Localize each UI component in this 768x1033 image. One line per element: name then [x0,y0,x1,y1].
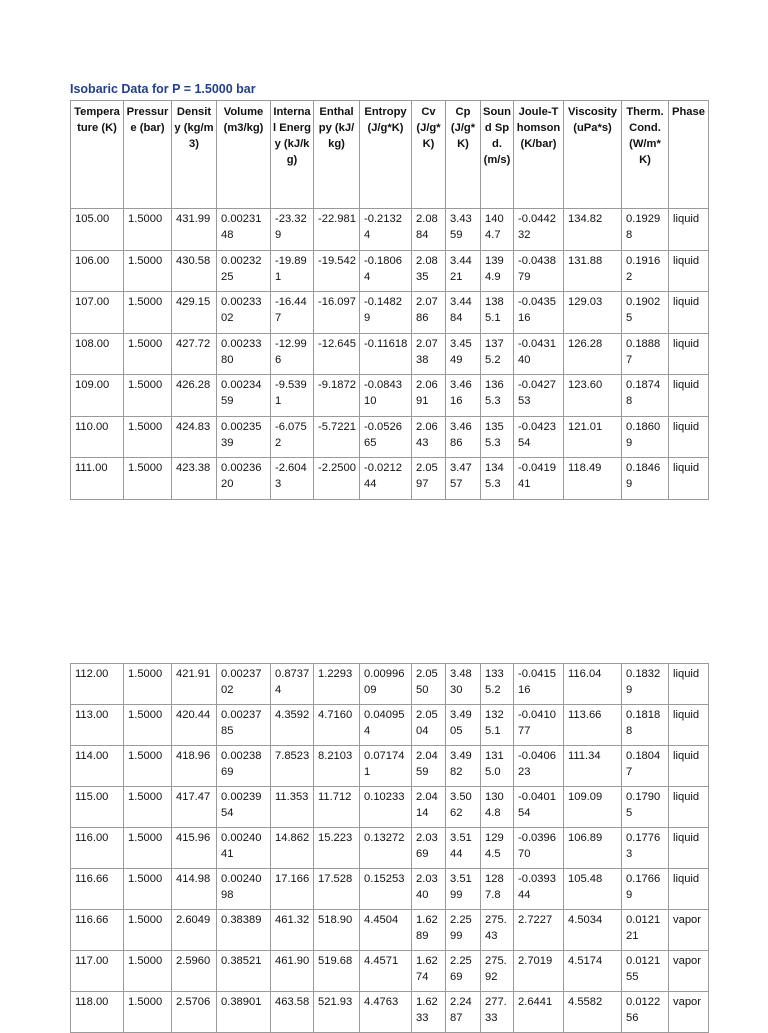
table-cell: -0.052665 [360,416,412,458]
table-cell: 0.0023148 [217,209,271,251]
table-cell: 117.00 [71,951,124,992]
column-header: Entropy (J/g*K) [360,101,412,209]
table-cell: 0.0023539 [217,416,271,458]
table-cell: 521.93 [314,992,360,1033]
table-cell: 1.5000 [124,333,172,375]
table-cell: 1294.5 [481,828,514,869]
table-cell: -9.1872 [314,375,360,417]
table-row [71,664,709,705]
table-cell: 3.5062 [446,787,481,828]
table-cell: 107.00 [71,292,124,334]
table-cell: 4.3592 [271,705,314,746]
table-cell: 1385.1 [481,292,514,334]
table-cell: 518.90 [314,910,360,951]
table-cell: 3.4757 [446,458,481,500]
table-cell: 0.38389 [217,910,271,951]
table-cell: 2.0459 [412,746,446,787]
table-cell: -0.043879 [514,250,564,292]
table-cell: 1355.3 [481,416,514,458]
table-cell: 3.4905 [446,705,481,746]
table-cell: 2.0597 [412,458,446,500]
table-cell: liquid [669,292,709,334]
table-cell: 0.0023785 [217,705,271,746]
table-cell: 2.0414 [412,787,446,828]
table-cell: -12.645 [314,333,360,375]
table-cell: 105.00 [71,209,124,251]
table-cell: -0.039670 [514,828,564,869]
table-cell: 3.5199 [446,869,481,910]
table-cell: 2.0504 [412,705,446,746]
table-cell: 0.0023869 [217,746,271,787]
column-header: Enthalpy (kJ/kg) [314,101,360,209]
table-cell: 1.5000 [124,250,172,292]
table-cell: 111.34 [564,746,622,787]
table-cell: -0.039344 [514,869,564,910]
table-cell: 7.8523 [271,746,314,787]
table-cell: liquid [669,416,709,458]
table-cell: 116.04 [564,664,622,705]
table-cell: 0.0023702 [217,664,271,705]
table-cell: 431.99 [172,209,217,251]
table-cell: 1.5000 [124,910,172,951]
table-cell: 461.90 [271,951,314,992]
table-cell: -0.041516 [514,664,564,705]
table-cell: 1.2293 [314,664,360,705]
table-cell: 116.66 [71,869,124,910]
table-cell: 1.6289 [412,910,446,951]
table-cell: -0.043140 [514,333,564,375]
table-cell: 1.5000 [124,951,172,992]
table-cell: 0.012155 [622,951,669,992]
table-cell: 4.4571 [360,951,412,992]
table-cell: 0.071741 [360,746,412,787]
table-cell: 430.58 [172,250,217,292]
table-cell: -0.084310 [360,375,412,417]
table-cell: 1.6274 [412,951,446,992]
column-header: Phase [669,101,709,209]
table-cell: 3.4982 [446,746,481,787]
column-header: Density (kg/m3) [172,101,217,209]
table-cell: 0.18887 [622,333,669,375]
table-cell: 11.353 [271,787,314,828]
table-cell: 2.0369 [412,828,446,869]
table-cell: 0.87374 [271,664,314,705]
table-cell: 1394.9 [481,250,514,292]
table-cell: 1335.2 [481,664,514,705]
table-cell: 121.01 [564,416,622,458]
table-cell: 1325.1 [481,705,514,746]
column-header: Sound Spd. (m/s) [481,101,514,209]
table-cell: liquid [669,787,709,828]
table-cell: 414.98 [172,869,217,910]
table-cell: 3.4616 [446,375,481,417]
table-cell: 109.00 [71,375,124,417]
table-cell: 4.5582 [564,992,622,1033]
table-cell: 0.13272 [360,828,412,869]
table-cell: 418.96 [172,746,217,787]
table-cell: 113.00 [71,705,124,746]
column-header: Therm. Cond. (W/m*K) [622,101,669,209]
table-cell: liquid [669,746,709,787]
table-cell: 129.03 [564,292,622,334]
table-cell: liquid [669,664,709,705]
table-row [71,416,709,458]
table-cell: 1287.8 [481,869,514,910]
table-title: Isobaric Data for P = 1.5000 bar [70,82,256,96]
table-cell: 1.5000 [124,746,172,787]
table-cell: 4.4763 [360,992,412,1033]
table-cell: 426.28 [172,375,217,417]
table-cell: 3.4830 [446,664,481,705]
table-cell: 1304.8 [481,787,514,828]
table-cell: 1365.3 [481,375,514,417]
table-cell: -16.447 [271,292,314,334]
table-cell: 1.5000 [124,992,172,1033]
table-cell: -0.041941 [514,458,564,500]
table-cell: 429.15 [172,292,217,334]
table-cell: 2.6049 [172,910,217,951]
table-cell: 1.6233 [412,992,446,1033]
table-cell: 114.00 [71,746,124,787]
table-cell: 106.00 [71,250,124,292]
table-cell: -0.11618 [360,333,412,375]
table-cell: -5.7221 [314,416,360,458]
table-cell: 110.00 [71,416,124,458]
table-row [71,787,709,828]
table-cell: 2.0786 [412,292,446,334]
table-cell: 1.5000 [124,292,172,334]
table-cell: 1.5000 [124,869,172,910]
table-cell: liquid [669,250,709,292]
table-cell: 0.0023225 [217,250,271,292]
table-cell: 275.92 [481,951,514,992]
table-row [71,869,709,910]
table-cell: 11.712 [314,787,360,828]
table-cell: 0.17669 [622,869,669,910]
table-cell: 2.0884 [412,209,446,251]
table-cell: -16.097 [314,292,360,334]
table-cell: 423.38 [172,458,217,500]
table-cell: 2.5960 [172,951,217,992]
table-cell: -19.542 [314,250,360,292]
table-cell: -2.2500 [314,458,360,500]
table-cell: -0.042753 [514,375,564,417]
table-cell: 0.0023380 [217,333,271,375]
table-cell: 2.0835 [412,250,446,292]
table-cell: 0.0024098 [217,869,271,910]
table-cell: 1315.0 [481,746,514,787]
table-cell: 2.2487 [446,992,481,1033]
table-cell: 0.18748 [622,375,669,417]
table-cell: 1375.2 [481,333,514,375]
column-header: Internal Energy (kJ/kg) [271,101,314,209]
table-cell: -9.5391 [271,375,314,417]
table-row [71,828,709,869]
table-cell: 415.96 [172,828,217,869]
table-row [71,951,709,992]
table-cell: 0.10233 [360,787,412,828]
table-cell: -0.042354 [514,416,564,458]
table-cell: -2.6043 [271,458,314,500]
table-cell: -0.044232 [514,209,564,251]
table-cell: 427.72 [172,333,217,375]
table-cell: 3.5144 [446,828,481,869]
table-cell: 3.4686 [446,416,481,458]
table-row [71,746,709,787]
column-header: Cv (J/g*K) [412,101,446,209]
table-row [71,705,709,746]
table-cell: 14.862 [271,828,314,869]
table-cell: vapor [669,951,709,992]
table-cell: -0.041077 [514,705,564,746]
table-cell: 0.17763 [622,828,669,869]
table-cell: 2.5706 [172,992,217,1033]
table-cell: 118.00 [71,992,124,1033]
table-cell: 0.0023620 [217,458,271,500]
table-row [71,250,709,292]
table-cell: 3.4421 [446,250,481,292]
header-row [71,101,709,209]
table-cell: 111.00 [71,458,124,500]
column-header: Volume (m3/kg) [217,101,271,209]
table-cell: 0.15253 [360,869,412,910]
column-header: Cp (J/g*K) [446,101,481,209]
table-cell: 1.5000 [124,664,172,705]
table-cell: 3.4484 [446,292,481,334]
table-row [71,992,709,1033]
table-cell: 4.5034 [564,910,622,951]
table-row [71,209,709,251]
table-cell: 112.00 [71,664,124,705]
table-cell: liquid [669,705,709,746]
table-cell: 0.38901 [217,992,271,1033]
table-cell: 2.0550 [412,664,446,705]
table-cell: 116.00 [71,828,124,869]
table-cell: 3.4359 [446,209,481,251]
table-cell: liquid [669,333,709,375]
table-cell: 2.7227 [514,910,564,951]
table-cell: liquid [669,458,709,500]
table-cell: -0.043516 [514,292,564,334]
column-header: Temperature (K) [71,101,124,209]
table-cell: 519.68 [314,951,360,992]
table-row [71,375,709,417]
table-cell: 0.0024041 [217,828,271,869]
table-cell: 1.5000 [124,416,172,458]
table-cell: -0.18064 [360,250,412,292]
table-cell: 417.47 [172,787,217,828]
isobaric-data-table [70,100,709,500]
table-cell: liquid [669,869,709,910]
table-cell: liquid [669,828,709,869]
table-cell: -0.14829 [360,292,412,334]
table-cell: 115.00 [71,787,124,828]
table-cell: 0.18469 [622,458,669,500]
table-cell: 8.2103 [314,746,360,787]
table-cell: 1404.7 [481,209,514,251]
table-cell: 4.4504 [360,910,412,951]
table-cell: -0.21324 [360,209,412,251]
table-cell: vapor [669,910,709,951]
table-cell: 4.7160 [314,705,360,746]
table-cell: 123.60 [564,375,622,417]
table-cell: 0.18329 [622,664,669,705]
table-cell: -0.040623 [514,746,564,787]
table-cell: 461.32 [271,910,314,951]
table-cell: -0.021244 [360,458,412,500]
table-cell: -19.891 [271,250,314,292]
table-cell: 1.5000 [124,828,172,869]
table-cell: 134.82 [564,209,622,251]
table-cell: -23.329 [271,209,314,251]
table-cell: 109.09 [564,787,622,828]
table-cell: 0.040954 [360,705,412,746]
table-cell: 106.89 [564,828,622,869]
table-cell: 118.49 [564,458,622,500]
table-cell: 17.166 [271,869,314,910]
table-row [71,458,709,500]
table-cell: 126.28 [564,333,622,375]
table-cell: 105.48 [564,869,622,910]
table-row [71,292,709,334]
table-cell: -0.040154 [514,787,564,828]
table-cell: 108.00 [71,333,124,375]
table-cell: 420.44 [172,705,217,746]
column-header: Pressure (bar) [124,101,172,209]
table-cell: 116.66 [71,910,124,951]
table-cell: -12.996 [271,333,314,375]
table-cell: -22.981 [314,209,360,251]
table-cell: 0.17905 [622,787,669,828]
table-cell: 277.33 [481,992,514,1033]
table-cell: 4.5174 [564,951,622,992]
table-cell: 2.0691 [412,375,446,417]
table-cell: 1.5000 [124,458,172,500]
isobaric-data-table-continued [70,663,709,1033]
table-cell: 0.0099609 [360,664,412,705]
table-cell: 0.18609 [622,416,669,458]
table-cell: 1.5000 [124,375,172,417]
table-cell: 424.83 [172,416,217,458]
table-cell: 2.0738 [412,333,446,375]
table-cell: 2.2569 [446,951,481,992]
table-cell: 131.88 [564,250,622,292]
table-cell: 0.19298 [622,209,669,251]
table-cell: vapor [669,992,709,1033]
table-cell: 1.5000 [124,705,172,746]
table-cell: 2.2599 [446,910,481,951]
table-cell: 3.4549 [446,333,481,375]
table-cell: liquid [669,375,709,417]
table-cell: 421.91 [172,664,217,705]
table-cell: 2.0643 [412,416,446,458]
table-cell: 17.528 [314,869,360,910]
column-header: Joule-Thomson (K/bar) [514,101,564,209]
column-header: Viscosity (uPa*s) [564,101,622,209]
table-cell: 0.012256 [622,992,669,1033]
table-cell: 15.223 [314,828,360,869]
table-cell: -6.0752 [271,416,314,458]
table-cell: 0.0023954 [217,787,271,828]
table-cell: 0.19025 [622,292,669,334]
table-cell: 0.0023302 [217,292,271,334]
table-cell: 1.5000 [124,209,172,251]
table-cell: 275.43 [481,910,514,951]
table-cell: 113.66 [564,705,622,746]
table-cell: 463.58 [271,992,314,1033]
table-cell: 0.18047 [622,746,669,787]
table-cell: 0.19162 [622,250,669,292]
table-cell: 2.0340 [412,869,446,910]
table-cell: 0.012121 [622,910,669,951]
table-cell: 1345.3 [481,458,514,500]
table-cell: 0.18188 [622,705,669,746]
table-cell: 1.5000 [124,787,172,828]
table-cell: liquid [669,209,709,251]
table-cell: 0.38521 [217,951,271,992]
table-row [71,333,709,375]
table-row [71,910,709,951]
table-cell: 0.0023459 [217,375,271,417]
table-cell: 2.7019 [514,951,564,992]
table-cell: 2.6441 [514,992,564,1033]
